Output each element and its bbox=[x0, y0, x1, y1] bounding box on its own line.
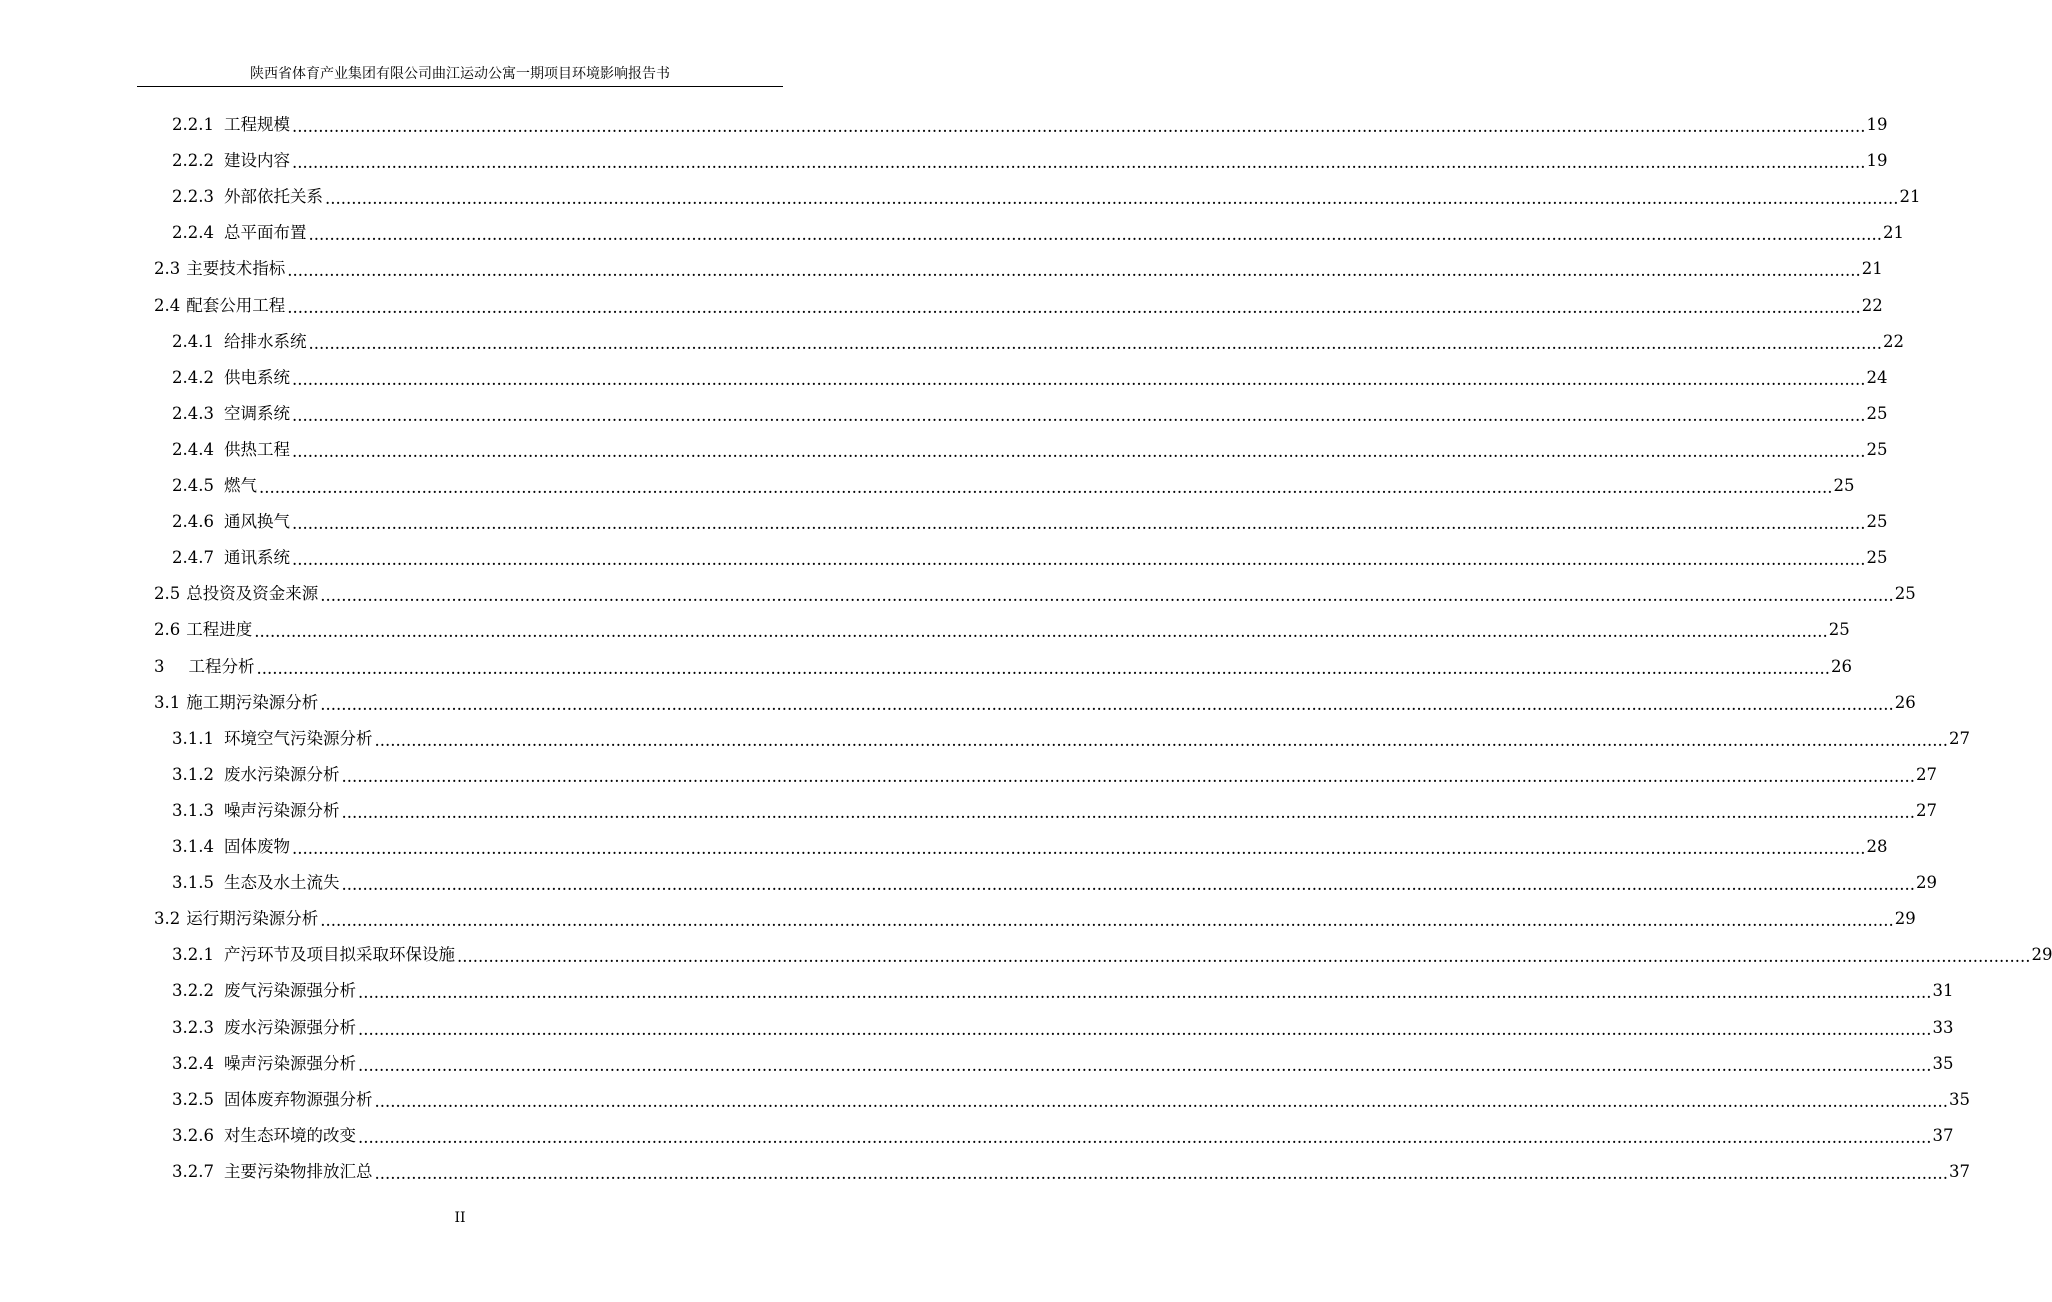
toc-entry[interactable] bbox=[172, 1154, 1970, 1190]
toc-entry-number: 2.4.1 bbox=[172, 331, 214, 351]
toc-entry-number: 3.1.2 bbox=[172, 764, 214, 784]
toc-entry-number: 2.4.2 bbox=[172, 367, 214, 387]
toc-entry-page: 29 bbox=[2031, 945, 2052, 965]
toc-entry[interactable] bbox=[172, 1010, 1954, 1046]
toc-leader-dots: ............................................................................................................................................................................................................................................................................................................ bbox=[291, 441, 1866, 461]
toc-leader-dots: ............................................................................................................................................................................................................................................................................................................ bbox=[291, 405, 1866, 425]
toc-entry[interactable] bbox=[172, 793, 1937, 829]
toc-leader-dots: ............................................................................................................................................................................................................................................................................................................ bbox=[341, 875, 1915, 895]
toc-entry-title: 环境空气污染源分析 bbox=[223, 728, 373, 748]
toc-leader-dots: ............................................................................................................................................................................................................................................................................................................ bbox=[374, 1091, 1948, 1111]
toc-entry-title: 生态及水土流失 bbox=[223, 873, 340, 893]
toc-entry-page: 28 bbox=[1866, 837, 1888, 856]
toc-entry-title: 供热工程 bbox=[223, 439, 290, 459]
toc-entry-page: 19 bbox=[1866, 115, 1888, 134]
toc-entry-title: 废水污染源分析 bbox=[223, 764, 340, 784]
header-divider bbox=[137, 86, 783, 87]
toc-entry-page: 29 bbox=[1894, 909, 1916, 929]
toc-leader-dots: ............................................................................................................................................................................................................................................................................................................ bbox=[320, 694, 1894, 714]
toc-entry-page: 21 bbox=[1861, 259, 1883, 279]
toc-leader-dots: ............................................................................................................................................................................................................................................................................................................ bbox=[357, 983, 1932, 1003]
toc-leader-dots: ............................................................................................................................................................................................................................................................................................................ bbox=[357, 1127, 1932, 1147]
toc-entry[interactable] bbox=[172, 396, 1888, 432]
toc-entry[interactable] bbox=[154, 685, 1916, 721]
toc-entry[interactable] bbox=[172, 324, 1904, 360]
toc-leader-dots: ............................................................................................................................................................................................................................................................................................................ bbox=[258, 478, 1833, 497]
toc-entry-number: 3.2.6 bbox=[172, 1125, 214, 1145]
toc-entry-page: 35 bbox=[1948, 1089, 1970, 1109]
toc-entry-number: 3.1.1 bbox=[172, 728, 214, 748]
toc-entry-title: 噪声污染源分析 bbox=[223, 800, 340, 820]
toc-entry-title: 建设内容 bbox=[223, 151, 290, 171]
toc-entry[interactable] bbox=[172, 215, 1904, 251]
toc-entry-page: 21 bbox=[1899, 187, 1921, 207]
toc-entry-page: 37 bbox=[1948, 1161, 1970, 1181]
toc-entry-page: 25 bbox=[1828, 620, 1850, 640]
toc-leader-dots: ............................................................................................................................................................................................................................................................................................................ bbox=[357, 1019, 1932, 1039]
toc-entry-page: 33 bbox=[1932, 1017, 1954, 1037]
toc-entry-title: 废水污染源强分析 bbox=[223, 1017, 356, 1037]
toc-leader-dots: ............................................................................................................................................................................................................................................................................................................ bbox=[287, 297, 1861, 317]
toc-leader-dots: ............................................................................................................................................................................................................................................................................................................ bbox=[456, 947, 2031, 967]
toc-entry[interactable] bbox=[172, 721, 1970, 757]
toc-entry[interactable] bbox=[172, 757, 1937, 793]
toc-entry-title: 燃气 bbox=[223, 476, 257, 495]
toc-leader-dots: ............................................................................................................................................................................................................................................................................................................ bbox=[291, 839, 1866, 858]
toc-entry-page: 22 bbox=[1861, 295, 1883, 315]
toc-entry-number: 2.4 bbox=[154, 295, 181, 315]
toc-entry-page: 19 bbox=[1866, 151, 1888, 171]
toc-entry-title: 配套公用工程 bbox=[186, 295, 286, 315]
toc-entry[interactable] bbox=[172, 937, 2052, 973]
toc-entry-number: 2.4.5 bbox=[172, 476, 214, 495]
toc-entry-page: 25 bbox=[1866, 403, 1888, 423]
toc-entry-number: 3.2.3 bbox=[172, 1017, 214, 1037]
toc-entry-number: 3.1 bbox=[154, 692, 181, 712]
toc-entry[interactable] bbox=[172, 107, 1888, 143]
toc-entry-page: 37 bbox=[1932, 1125, 1954, 1145]
toc-entry[interactable] bbox=[172, 179, 1921, 215]
toc-entry-title: 通风换气 bbox=[223, 512, 290, 532]
toc-entry-page: 29 bbox=[1915, 873, 1937, 893]
toc-entry[interactable] bbox=[172, 360, 1888, 396]
toc-leader-dots: ............................................................................................................................................................................................................................................................................................................ bbox=[254, 622, 1828, 642]
toc-entry-page: 21 bbox=[1882, 223, 1904, 243]
toc-entry[interactable] bbox=[172, 468, 1855, 504]
toc-entry-title: 总投资及资金来源 bbox=[186, 584, 319, 604]
toc-entry-page: 26 bbox=[1894, 692, 1916, 712]
toc-leader-dots: ............................................................................................................................................................................................................................................................................................................ bbox=[357, 1055, 1932, 1075]
toc-entry-number: 3.2.2 bbox=[172, 981, 214, 1001]
toc-leader-dots: ............................................................................................................................................................................................................................................................................................................ bbox=[374, 1163, 1948, 1183]
toc-entry-number: 2.2.4 bbox=[172, 223, 214, 243]
toc-entry[interactable] bbox=[172, 973, 1954, 1009]
toc-entry-number: 3.1.3 bbox=[172, 800, 214, 820]
toc-entry-number: 2.2.1 bbox=[172, 115, 214, 134]
toc-entry[interactable] bbox=[154, 251, 1883, 287]
toc-entry-title: 工程分析 bbox=[188, 656, 255, 676]
toc-entry[interactable] bbox=[172, 865, 1937, 901]
page-number: II bbox=[454, 1210, 466, 1226]
toc-entry-number: 3.2.1 bbox=[172, 945, 214, 965]
toc-entry-title: 空调系统 bbox=[223, 403, 290, 423]
toc-entry-number: 2.2.2 bbox=[172, 151, 214, 171]
toc-entry-number: 2.5 bbox=[154, 584, 181, 604]
toc-entry-page: 25 bbox=[1833, 476, 1855, 495]
toc-leader-dots: ............................................................................................................................................................................................................................................................................................................ bbox=[341, 802, 1915, 822]
toc-entry-page: 25 bbox=[1866, 512, 1888, 532]
toc-entry-page: 25 bbox=[1866, 439, 1888, 459]
toc-entry-number: 2.2.3 bbox=[172, 187, 214, 207]
toc-entry-title: 噪声污染源强分析 bbox=[223, 1053, 356, 1073]
toc-entry-title: 运行期污染源分析 bbox=[186, 909, 319, 929]
toc-entry[interactable] bbox=[172, 143, 1888, 179]
page-header: 陕西省体育产业集团有限公司曲江运动公寓一期项目环境影响报告书 bbox=[250, 66, 670, 82]
toc-leader-dots: ............................................................................................................................................................................................................................................................................................................ bbox=[291, 153, 1866, 173]
toc-entry-page: 27 bbox=[1915, 800, 1937, 820]
toc-entry-title: 施工期污染源分析 bbox=[186, 692, 319, 712]
toc-entry-title: 产污环节及项目拟采取环保设施 bbox=[223, 945, 455, 965]
toc-entry[interactable] bbox=[154, 576, 1916, 612]
toc-leader-dots: ............................................................................................................................................................................................................................................................................................................ bbox=[287, 261, 1861, 281]
toc-entry-number: 3.1.5 bbox=[172, 873, 214, 893]
toc-entry-title: 固体废弃物源强分析 bbox=[223, 1089, 373, 1109]
toc-entry-title: 工程进度 bbox=[186, 620, 253, 640]
toc-entry-title: 总平面布置 bbox=[223, 223, 307, 243]
toc-entry[interactable] bbox=[154, 901, 1916, 937]
toc-entry-number: 3.2.7 bbox=[172, 1161, 214, 1181]
toc-entry-page: 22 bbox=[1882, 331, 1904, 351]
toc-entry-number: 2.6 bbox=[154, 620, 181, 640]
toc-entry-number: 3 bbox=[154, 656, 165, 676]
toc-leader-dots: ............................................................................................................................................................................................................................................................................................................ bbox=[320, 586, 1894, 606]
toc-entry-title: 供电系统 bbox=[223, 367, 290, 387]
toc-leader-dots: ............................................................................................................................................................................................................................................................................................................ bbox=[324, 189, 1899, 209]
toc-entry-page: 25 bbox=[1894, 584, 1916, 604]
toc-entry-title: 外部依托关系 bbox=[223, 187, 323, 207]
toc-entry-page: 27 bbox=[1948, 728, 1970, 748]
toc-entry-number: 2.4.4 bbox=[172, 439, 214, 459]
toc-leader-dots: ............................................................................................................................................................................................................................................................................................................ bbox=[308, 225, 1882, 245]
toc-leader-dots: ............................................................................................................................................................................................................................................................................................................ bbox=[308, 333, 1882, 353]
toc-entry-number: 3.2.5 bbox=[172, 1089, 214, 1109]
toc-entry-title: 废气污染源强分析 bbox=[223, 981, 356, 1001]
toc-leader-dots: ............................................................................................................................................................................................................................................................................................................ bbox=[291, 550, 1866, 570]
toc-entry-page: 35 bbox=[1932, 1053, 1954, 1073]
toc-entry[interactable] bbox=[172, 829, 1888, 865]
toc-leader-dots: ............................................................................................................................................................................................................................................................................................................ bbox=[320, 911, 1894, 931]
toc-entry[interactable] bbox=[172, 504, 1888, 540]
toc-leader-dots: ............................................................................................................................................................................................................................................................................................................ bbox=[291, 117, 1866, 136]
toc-entry-title: 对生态环境的改变 bbox=[223, 1125, 356, 1145]
toc-entry-title: 工程规模 bbox=[223, 115, 290, 134]
toc-entry[interactable] bbox=[154, 649, 1852, 685]
toc-entry-title: 主要污染物排放汇总 bbox=[223, 1161, 373, 1181]
toc-entry[interactable] bbox=[154, 612, 1850, 648]
toc-entry-title: 给排水系统 bbox=[223, 331, 307, 351]
toc-entry-page: 24 bbox=[1866, 367, 1888, 387]
toc-leader-dots: ............................................................................................................................................................................................................................................................................................................ bbox=[291, 514, 1866, 534]
toc-entry-title: 主要技术指标 bbox=[186, 259, 286, 279]
toc-entry-number: 2.3 bbox=[154, 259, 181, 279]
toc-leader-dots: ............................................................................................................................................................................................................................................................................................................ bbox=[341, 766, 1915, 786]
toc-entry[interactable] bbox=[172, 540, 1888, 576]
toc-entry[interactable] bbox=[154, 288, 1883, 324]
toc-entry-page: 25 bbox=[1866, 548, 1888, 568]
toc-entry-page: 27 bbox=[1915, 764, 1937, 784]
toc-entry-number: 2.4.7 bbox=[172, 548, 214, 568]
toc-entry[interactable] bbox=[172, 1118, 1954, 1154]
toc-entry-number: 2.4.6 bbox=[172, 512, 214, 532]
toc-entry-page: 26 bbox=[1830, 656, 1852, 676]
toc-entry-title: 通讯系统 bbox=[223, 548, 290, 568]
toc-leader-dots: ............................................................................................................................................................................................................................................................................................................ bbox=[374, 730, 1948, 750]
toc-entry-number: 2.4.3 bbox=[172, 403, 214, 423]
toc-entry-number: 3.2.4 bbox=[172, 1053, 214, 1073]
toc-entry[interactable] bbox=[172, 1046, 1954, 1082]
toc-entry-number: 3.1.4 bbox=[172, 837, 214, 856]
toc-entry[interactable] bbox=[172, 1082, 1970, 1118]
toc-entry-number: 3.2 bbox=[154, 909, 181, 929]
toc-entry[interactable] bbox=[172, 432, 1888, 468]
toc-entry-page: 31 bbox=[1932, 981, 1954, 1001]
toc-leader-dots: ............................................................................................................................................................................................................................................................................................................ bbox=[291, 369, 1866, 389]
toc-entry-title: 固体废物 bbox=[223, 837, 290, 856]
toc-leader-dots: ............................................................................................................................................................................................................................................................................................................ bbox=[256, 658, 1830, 678]
